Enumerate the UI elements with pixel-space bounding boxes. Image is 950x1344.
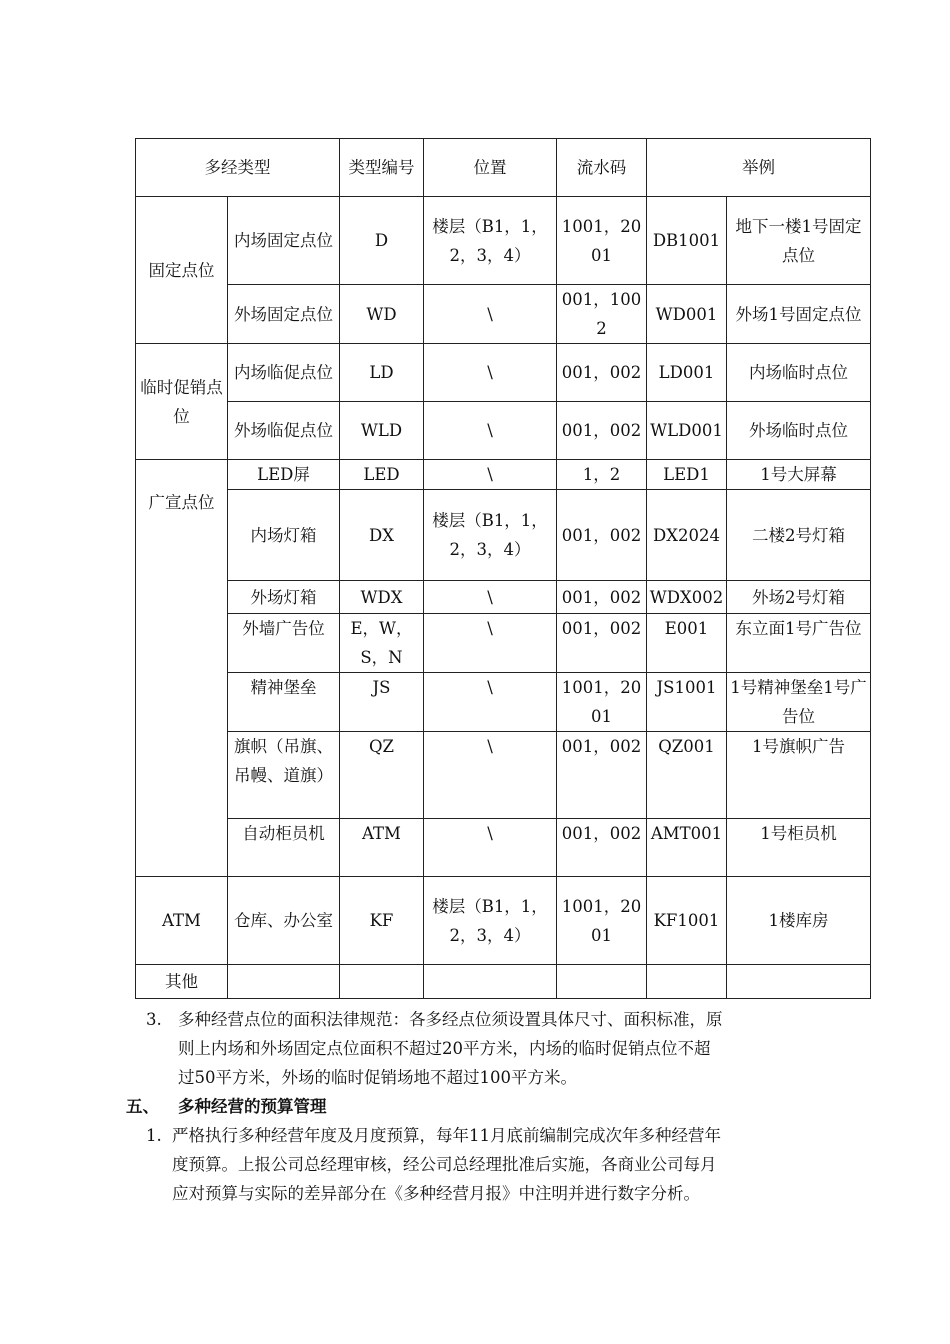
row-code: D bbox=[340, 197, 424, 285]
row-sub: 外墙广告位 bbox=[228, 614, 340, 673]
row-position: \ bbox=[424, 344, 557, 402]
row-serial: 1001，2001 bbox=[557, 673, 647, 732]
row-example: 地下一楼1号固定点位 bbox=[727, 197, 871, 285]
header-position: 位置 bbox=[424, 139, 557, 197]
group-temp: 临时促销点位 bbox=[136, 344, 228, 460]
row-example: 1号精神堡垒1号广告位 bbox=[727, 673, 871, 732]
table-row bbox=[136, 460, 871, 490]
table-row bbox=[136, 285, 871, 344]
row-serial: 1001，2001 bbox=[557, 197, 647, 285]
row-example-code: LD001 bbox=[647, 344, 727, 402]
row-sub: 自动柜员机 bbox=[228, 819, 340, 877]
row-sub: 内场灯箱 bbox=[228, 490, 340, 581]
row-serial: 1，2 bbox=[557, 460, 647, 490]
table-row bbox=[136, 819, 871, 877]
row-position: \ bbox=[424, 581, 557, 614]
table-row bbox=[136, 965, 871, 999]
row-code: WD bbox=[340, 285, 424, 344]
row-sub: 外场临促点位 bbox=[228, 402, 340, 460]
row-example: 1楼库房 bbox=[727, 877, 871, 965]
table-row bbox=[136, 877, 871, 965]
group-fixed: 固定点位 bbox=[136, 197, 228, 344]
table-row bbox=[136, 673, 871, 732]
position-type-table bbox=[135, 138, 871, 999]
row-code: JS bbox=[340, 673, 424, 732]
row-serial: 001，002 bbox=[557, 402, 647, 460]
row-serial: 001，002 bbox=[557, 344, 647, 402]
row-example-code: WD001 bbox=[647, 285, 727, 344]
row-example: 外场1号固定点位 bbox=[727, 285, 871, 344]
row-position: 楼层（B1，1，2，3，4） bbox=[424, 490, 557, 581]
row-code: LD bbox=[340, 344, 424, 402]
row-example: 外场2号灯箱 bbox=[727, 581, 871, 614]
row-sub: 旗帜（吊旗、吊幔、道旗） bbox=[228, 732, 340, 819]
row-example-code: WLD001 bbox=[647, 402, 727, 460]
row-position: \ bbox=[424, 819, 557, 877]
row-serial: 1001，2001 bbox=[557, 877, 647, 965]
row-serial: 001，1002 bbox=[557, 285, 647, 344]
header-code: 类型编号 bbox=[340, 139, 424, 197]
row-serial: 001，002 bbox=[557, 490, 647, 581]
row-position: \ bbox=[424, 614, 557, 673]
row-example-code: DX2024 bbox=[647, 490, 727, 581]
row-code: WLD bbox=[340, 402, 424, 460]
row-code: E，W，S，N bbox=[340, 614, 424, 673]
row-serial: 001，002 bbox=[557, 581, 647, 614]
row-serial: 001，002 bbox=[557, 614, 647, 673]
row-position: 楼层（B1，1，2，3，4） bbox=[424, 197, 557, 285]
row-sub: 内场临促点位 bbox=[228, 344, 340, 402]
section-title: 多种经营的预算管理 bbox=[178, 1097, 327, 1116]
row-example-code: DB1001 bbox=[647, 197, 727, 285]
row-example-code: JS1001 bbox=[647, 673, 727, 732]
row-code: ATM bbox=[340, 819, 424, 877]
row-example: 1号柜员机 bbox=[727, 819, 871, 877]
row-code: DX bbox=[340, 490, 424, 581]
row-sub: 仓库、办公室 bbox=[228, 877, 340, 965]
row-position: \ bbox=[424, 285, 557, 344]
row-example: 1号大屏幕 bbox=[727, 460, 871, 490]
row-sub: 内场固定点位 bbox=[228, 197, 340, 285]
row-position: \ bbox=[424, 402, 557, 460]
row-example: 东立面1号广告位 bbox=[727, 614, 871, 673]
row-example: 二楼2号灯箱 bbox=[727, 490, 871, 581]
group-atm: ATM bbox=[136, 877, 228, 965]
item3-line: 则上内场和外场固定点位面积不超过20平方米，内场的临时促销点位不超 bbox=[178, 1039, 711, 1058]
table-row bbox=[136, 197, 871, 285]
item1-number: 1. bbox=[146, 1126, 162, 1145]
row-example-code: LED1 bbox=[647, 460, 727, 490]
row-code: QZ bbox=[340, 732, 424, 819]
row-position: \ bbox=[424, 732, 557, 819]
item3-number: 3. bbox=[146, 1010, 162, 1029]
row-example-code: QZ001 bbox=[647, 732, 727, 819]
group-ad: 广宣点位 bbox=[136, 460, 228, 877]
item1-line: 度预算。上报公司总经理审核，经公司总经理批准后实施，各商业公司每月 bbox=[172, 1155, 717, 1174]
row-serial: 001，002 bbox=[557, 732, 647, 819]
row-code: KF bbox=[340, 877, 424, 965]
row-example-code: E001 bbox=[647, 614, 727, 673]
item1-line: 严格执行多种经营年度及月度预算，每年11月底前编制完成次年多种经营年 bbox=[172, 1126, 721, 1145]
row-position: 楼层（B1，1，2，3，4） bbox=[424, 877, 557, 965]
row-sub: LED屏 bbox=[228, 460, 340, 490]
row-position: \ bbox=[424, 460, 557, 490]
table-row bbox=[136, 490, 871, 581]
row-sub: 外场灯箱 bbox=[228, 581, 340, 614]
row-example: 1号旗帜广告 bbox=[727, 732, 871, 819]
table-row bbox=[136, 581, 871, 614]
row-position: \ bbox=[424, 673, 557, 732]
row-code: WDX bbox=[340, 581, 424, 614]
row-code: LED bbox=[340, 460, 424, 490]
section-number: 五、 bbox=[126, 1097, 159, 1116]
header-type: 多经类型 bbox=[136, 139, 340, 197]
row-example: 内场临时点位 bbox=[727, 344, 871, 402]
header-serial: 流水码 bbox=[557, 139, 647, 197]
row-sub: 外场固定点位 bbox=[228, 285, 340, 344]
group-other: 其他 bbox=[136, 965, 228, 999]
table-header-row bbox=[136, 139, 871, 197]
row-serial: 001，002 bbox=[557, 819, 647, 877]
row-sub: 精神堡垒 bbox=[228, 673, 340, 732]
row-example-code: AMT001 bbox=[647, 819, 727, 877]
row-example-code: WDX002 bbox=[647, 581, 727, 614]
header-example: 举例 bbox=[647, 139, 871, 197]
table-row bbox=[136, 732, 871, 819]
table-row bbox=[136, 614, 871, 673]
row-example: 外场临时点位 bbox=[727, 402, 871, 460]
row-example-code: KF1001 bbox=[647, 877, 727, 965]
item3-line: 多种经营点位的面积法律规范：各多经点位须设置具体尺寸、面积标准，原 bbox=[178, 1010, 723, 1029]
table-row bbox=[136, 344, 871, 402]
item1-line: 应对预算与实际的差异部分在《多种经营月报》中注明并进行数字分析。 bbox=[172, 1184, 700, 1203]
table-row bbox=[136, 402, 871, 460]
item3-line: 过50平方米，外场的临时促销场地不超过100平方米。 bbox=[178, 1068, 577, 1087]
